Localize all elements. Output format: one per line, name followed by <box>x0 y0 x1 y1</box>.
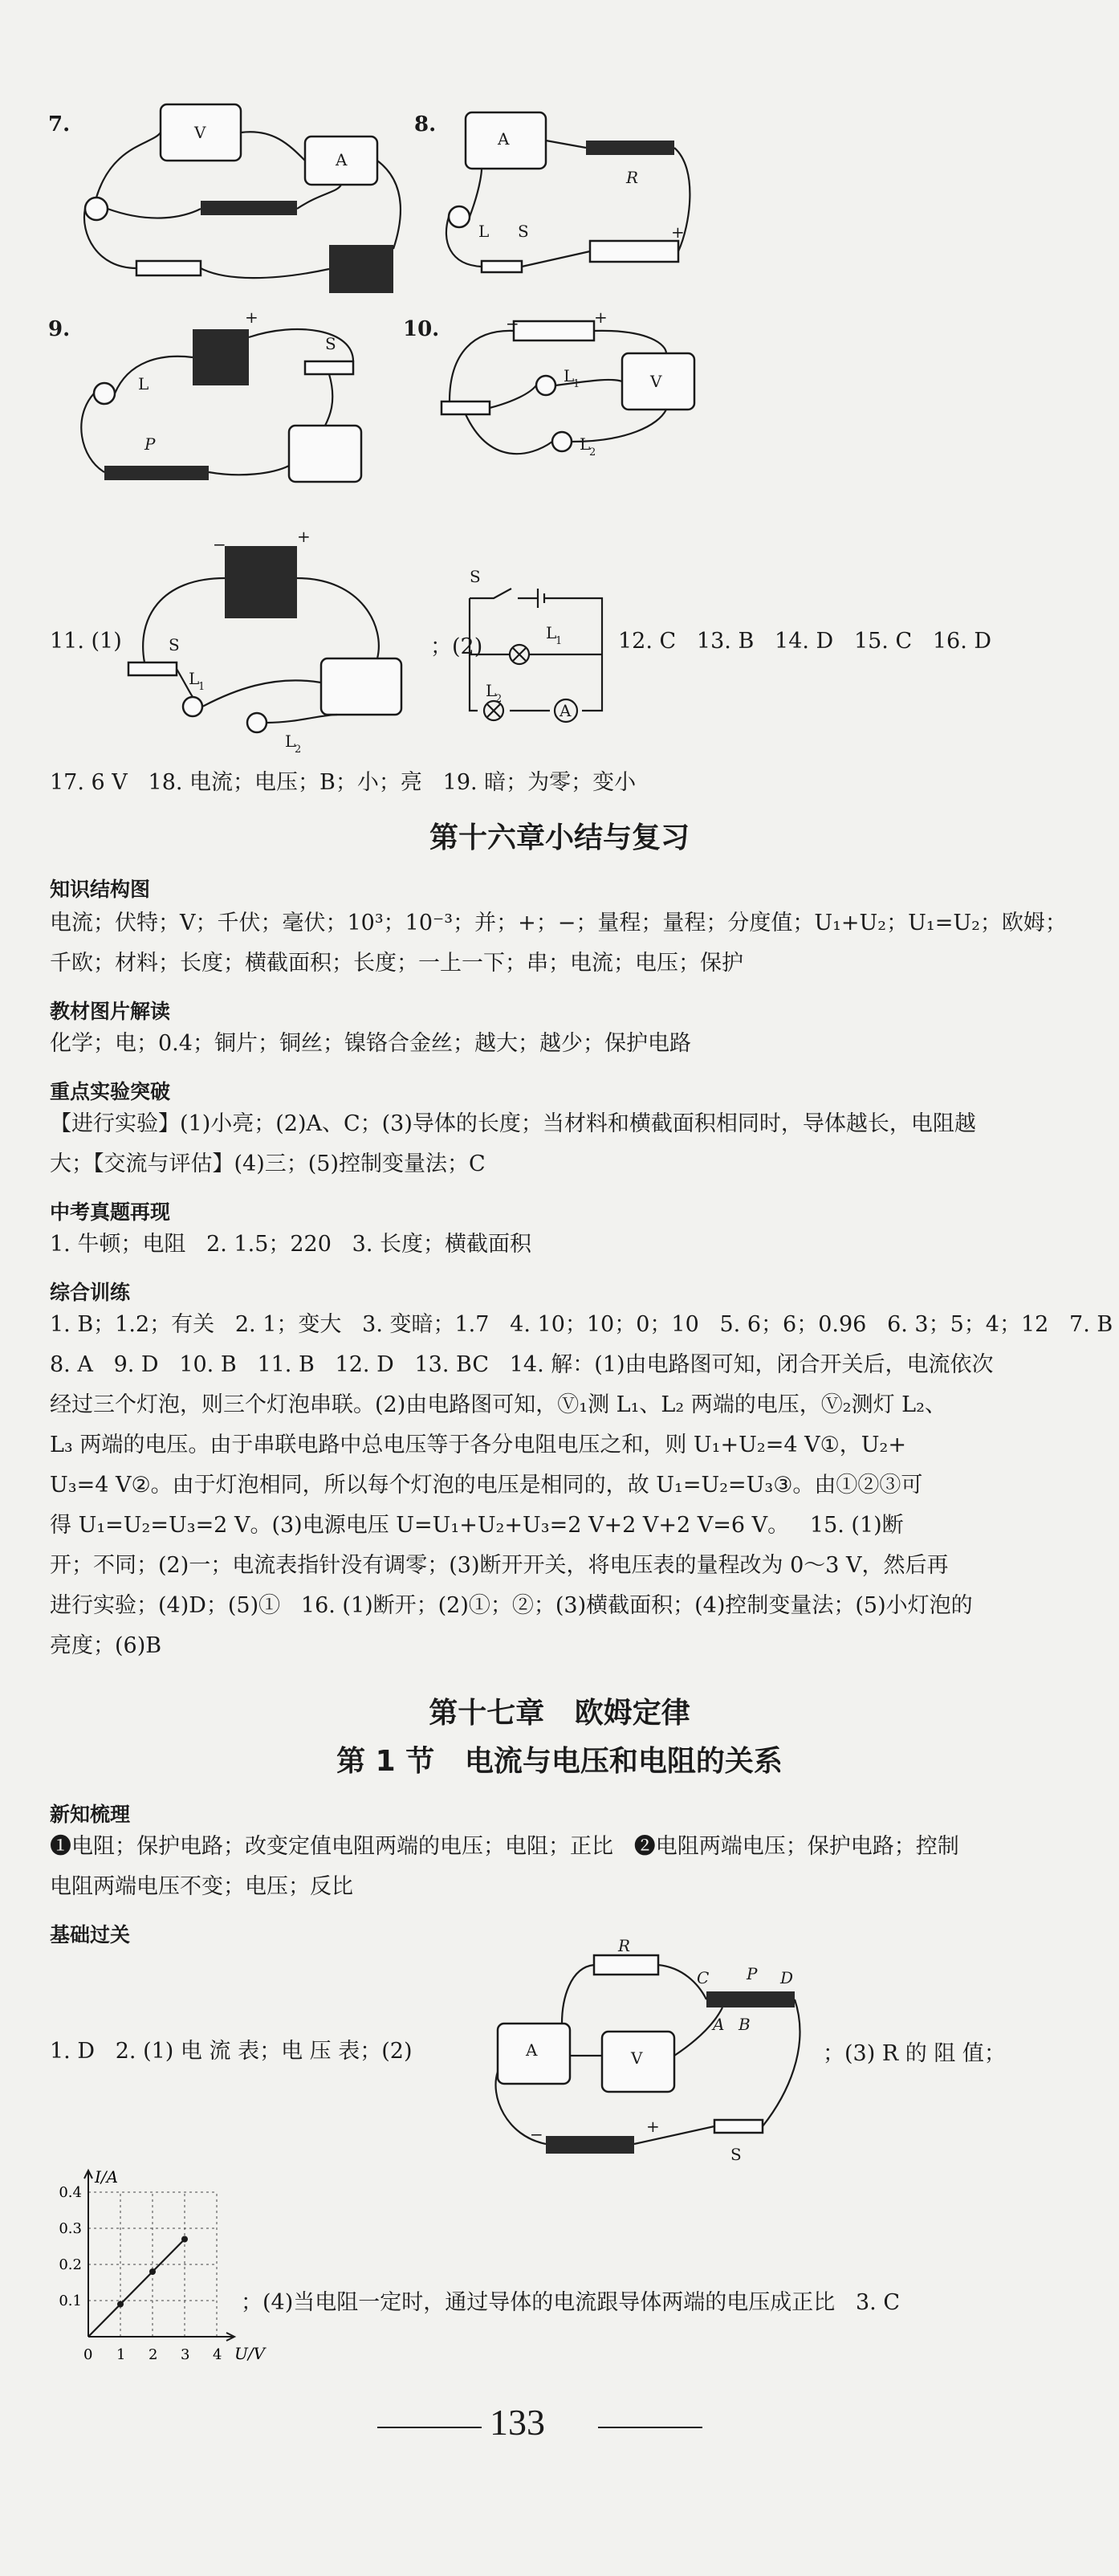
textbook-figures-line-1: 化学；电；0.4；铜片；铜丝；镍铬合金丝；越大；越少；保护电路 <box>50 1031 691 1056</box>
training-line-2: 8. A 9. D 10. B 11. B 12. D 13. BC 14. 解：(1)由电路图可知，闭合开关后，电流依次 <box>50 1352 994 1377</box>
training-line-5: U₃=4 V②。由于灯泡相同，所以每个灯泡的电压是相同的，故 U₁=U₂=U₃③。由①②③可 <box>50 1473 923 1498</box>
section-basic-practice-heading: 基础过关 <box>50 1923 131 1946</box>
fig-8-number: 8. <box>414 112 437 137</box>
training-line-8: 进行实验；(4)D；(5)① 16. (1)断开；(2)①；②；(3)横截面积；(4)控制变量法；(5)小灯泡的 <box>50 1593 973 1618</box>
svg-text:R: R <box>626 168 639 187</box>
knowledge-structure-line-2: 千欧；材料；长度；横截面积；长度；一上一下；串；电流；电压；保护 <box>50 951 743 976</box>
svg-text:V: V <box>631 2048 643 2068</box>
svg-text:D: D <box>780 1968 794 1987</box>
new-knowledge-line-2: 电阻两端电压不变；电压；反比 <box>50 1874 353 1899</box>
svg-text:S: S <box>169 635 180 654</box>
svg-text:L: L <box>138 374 149 393</box>
x-axis-label: U/V <box>234 2344 266 2363</box>
svg-text:+: + <box>297 527 311 546</box>
svg-text:+: + <box>671 222 685 242</box>
section-knowledge-structure-heading: 知识结构图 <box>50 878 151 901</box>
page-number: 133 <box>490 2402 545 2443</box>
x-tick-label: 4 <box>213 2346 222 2363</box>
x-tick-label: 3 <box>181 2346 190 2363</box>
svg-text:A: A <box>498 129 510 149</box>
svg-text:S: S <box>730 2145 742 2164</box>
data-point <box>149 2268 156 2275</box>
page-number-rule-right <box>598 2425 702 2430</box>
svg-text:B: B <box>739 2015 751 2034</box>
y-tick-label: 0.2 <box>59 2256 82 2273</box>
svg-text:+: + <box>245 308 258 327</box>
svg-text:+: + <box>646 2117 660 2136</box>
basic-practice-line-2: ；(4)当电阻一定时，通过导体的电流跟导体两端的电压成正比 3. C <box>241 2290 900 2315</box>
y-tick-label: 0.1 <box>59 2293 82 2309</box>
key-experiment-line-2: 大；【交流与评估】(4)三；(5)控制变量法；C <box>50 1151 486 1176</box>
data-point <box>117 2301 124 2308</box>
svg-text:A: A <box>560 701 572 720</box>
svg-text:C: C <box>697 1968 710 1987</box>
page-number-rule-left <box>377 2425 482 2430</box>
svg-text:2: 2 <box>495 693 503 705</box>
x-tick-label: 2 <box>149 2346 158 2363</box>
question-11-prefix: 11. (1) <box>50 629 122 654</box>
iu-line <box>88 2240 185 2338</box>
section-key-experiment-heading: 重点实验突破 <box>50 1080 171 1103</box>
x-tick-label: 0 <box>83 2346 93 2363</box>
svg-text:L: L <box>285 732 296 751</box>
basic-practice-line-1a: 1. D 2. (1) 电 流 表；电 压 表；(2) <box>50 2039 413 2064</box>
x-tick-label: 1 <box>116 2346 126 2363</box>
training-line-4: L₃ 两端的电压。由于串联电路中总电压等于各分电阻电压之和，则 U₁+U₂=4 V①，U₂+ <box>50 1433 906 1457</box>
svg-text:A: A <box>713 2015 725 2034</box>
svg-text:1: 1 <box>573 378 580 390</box>
svg-text:+: + <box>594 308 608 327</box>
svg-text:−: − <box>213 535 226 554</box>
svg-text:P: P <box>144 434 156 454</box>
svg-text:L: L <box>486 681 497 700</box>
svg-text:P: P <box>747 1964 758 1983</box>
answers-12-16: 12. C 13. B 14. D 15. C 16. D <box>618 629 992 654</box>
section-comprehensive-training-heading: 综合训练 <box>50 1281 131 1304</box>
knowledge-structure-line-1: 电流；伏特；V；千伏；毫伏；10³；10⁻³；并；+；−；量程；量程；分度值；U₁+U₂；U₁=U₂；欧姆； <box>50 911 1067 935</box>
svg-text:V: V <box>194 123 206 142</box>
fig-9-number: 9. <box>48 317 71 341</box>
svg-text:A: A <box>336 150 348 169</box>
y-tick-label: 0.4 <box>59 2184 82 2201</box>
training-line-7: 开；不同；(2)一；电流表指针没有调零；(3)断开开关，将电压表的量程改为 0～3 V，然后再 <box>50 1553 949 1578</box>
basic-practice-line-1b: ；(3) R 的 阻 值； <box>823 2041 1006 2066</box>
y-tick-label: 0.3 <box>59 2220 82 2237</box>
y-axis-label: I/A <box>95 2167 119 2187</box>
svg-text:2: 2 <box>295 744 302 756</box>
circuit-schematic-11 <box>462 566 614 727</box>
fig-7-number: 7. <box>48 112 71 137</box>
svg-text:1: 1 <box>555 635 563 647</box>
section-1-title: 第 1 节 电流与电压和电阻的关系 <box>336 1745 783 1778</box>
svg-text:−: − <box>506 314 519 333</box>
svg-text:L: L <box>478 222 490 241</box>
svg-text:A: A <box>526 2040 538 2060</box>
circuit-diagram-11-pictorial <box>112 527 433 756</box>
svg-text:S: S <box>470 567 481 586</box>
training-line-9: 亮度；(6)B <box>50 1633 162 1658</box>
chapter-16-review-title: 第十六章小结与复习 <box>429 821 690 854</box>
circuit-diagram-7 <box>64 96 417 305</box>
section-textbook-figures-heading: 教材图片解读 <box>50 1000 171 1023</box>
iu-graph <box>48 2167 266 2369</box>
training-line-3: 经过三个灯泡，则三个灯泡串联。(2)由电路图可知，Ⓥ₁测 L₁、L₂ 两端的电压，Ⓥ₂测灯 L₂、 <box>50 1392 946 1417</box>
section-new-knowledge-heading: 新知梳理 <box>50 1803 131 1826</box>
circuit-diagram-basic-2 <box>482 1935 819 2168</box>
key-experiment-line-1: 【进行实验】(1)小亮；(2)A、C；(3)导体的长度；当材料和横截面积相同时，导体越长，电阻越 <box>50 1111 976 1136</box>
svg-text:L: L <box>564 366 575 385</box>
training-line-6: 得 U₁=U₂=U₃=2 V。(3)电源电压 U=U₁+U₂+U₃=2 V+2 V+2 V=6 V。 15. (1)断 <box>50 1513 904 1538</box>
svg-text:L: L <box>580 434 591 454</box>
svg-text:L: L <box>546 623 557 642</box>
data-point <box>181 2236 188 2243</box>
chapter-17-title: 第十七章 欧姆定律 <box>429 1697 690 1730</box>
svg-text:R: R <box>618 1936 631 1955</box>
svg-text:S: S <box>518 222 529 241</box>
circuit-diagram-9 <box>64 305 401 514</box>
svg-text:−: − <box>530 2125 543 2144</box>
answers-17-19: 17. 6 V 18. 电流；电压；B；小；亮 19. 暗；为零；变小 <box>50 770 637 795</box>
svg-text:L: L <box>189 669 200 688</box>
svg-text:S: S <box>325 334 336 353</box>
circuit-diagram-8 <box>433 104 706 289</box>
svg-text:2: 2 <box>589 446 596 459</box>
fig-10-number: 10. <box>403 317 440 341</box>
svg-text:1: 1 <box>198 681 205 693</box>
circuit-diagram-10 <box>425 305 714 498</box>
exam-questions-line-1: 1. 牛顿；电阻 2. 1.5；220 3. 长度；横截面积 <box>50 1232 531 1257</box>
question-11-part2-label: ；(2) <box>430 634 483 659</box>
training-line-1: 1. B；1.2；有关 2. 1；变大 3. 变暗；1.7 4. 10；10；0；10 5. 6；6；0.96 6. 3；5；4；12 7. B <box>50 1312 1113 1337</box>
section-exam-questions-heading: 中考真题再现 <box>50 1200 171 1224</box>
svg-text:V: V <box>650 372 662 391</box>
new-knowledge-line-1: ❶电阻；保护电路；改变定值电阻两端的电压；电阻；正比 ❷电阻两端电压；保护电路；控制 <box>50 1834 959 1859</box>
